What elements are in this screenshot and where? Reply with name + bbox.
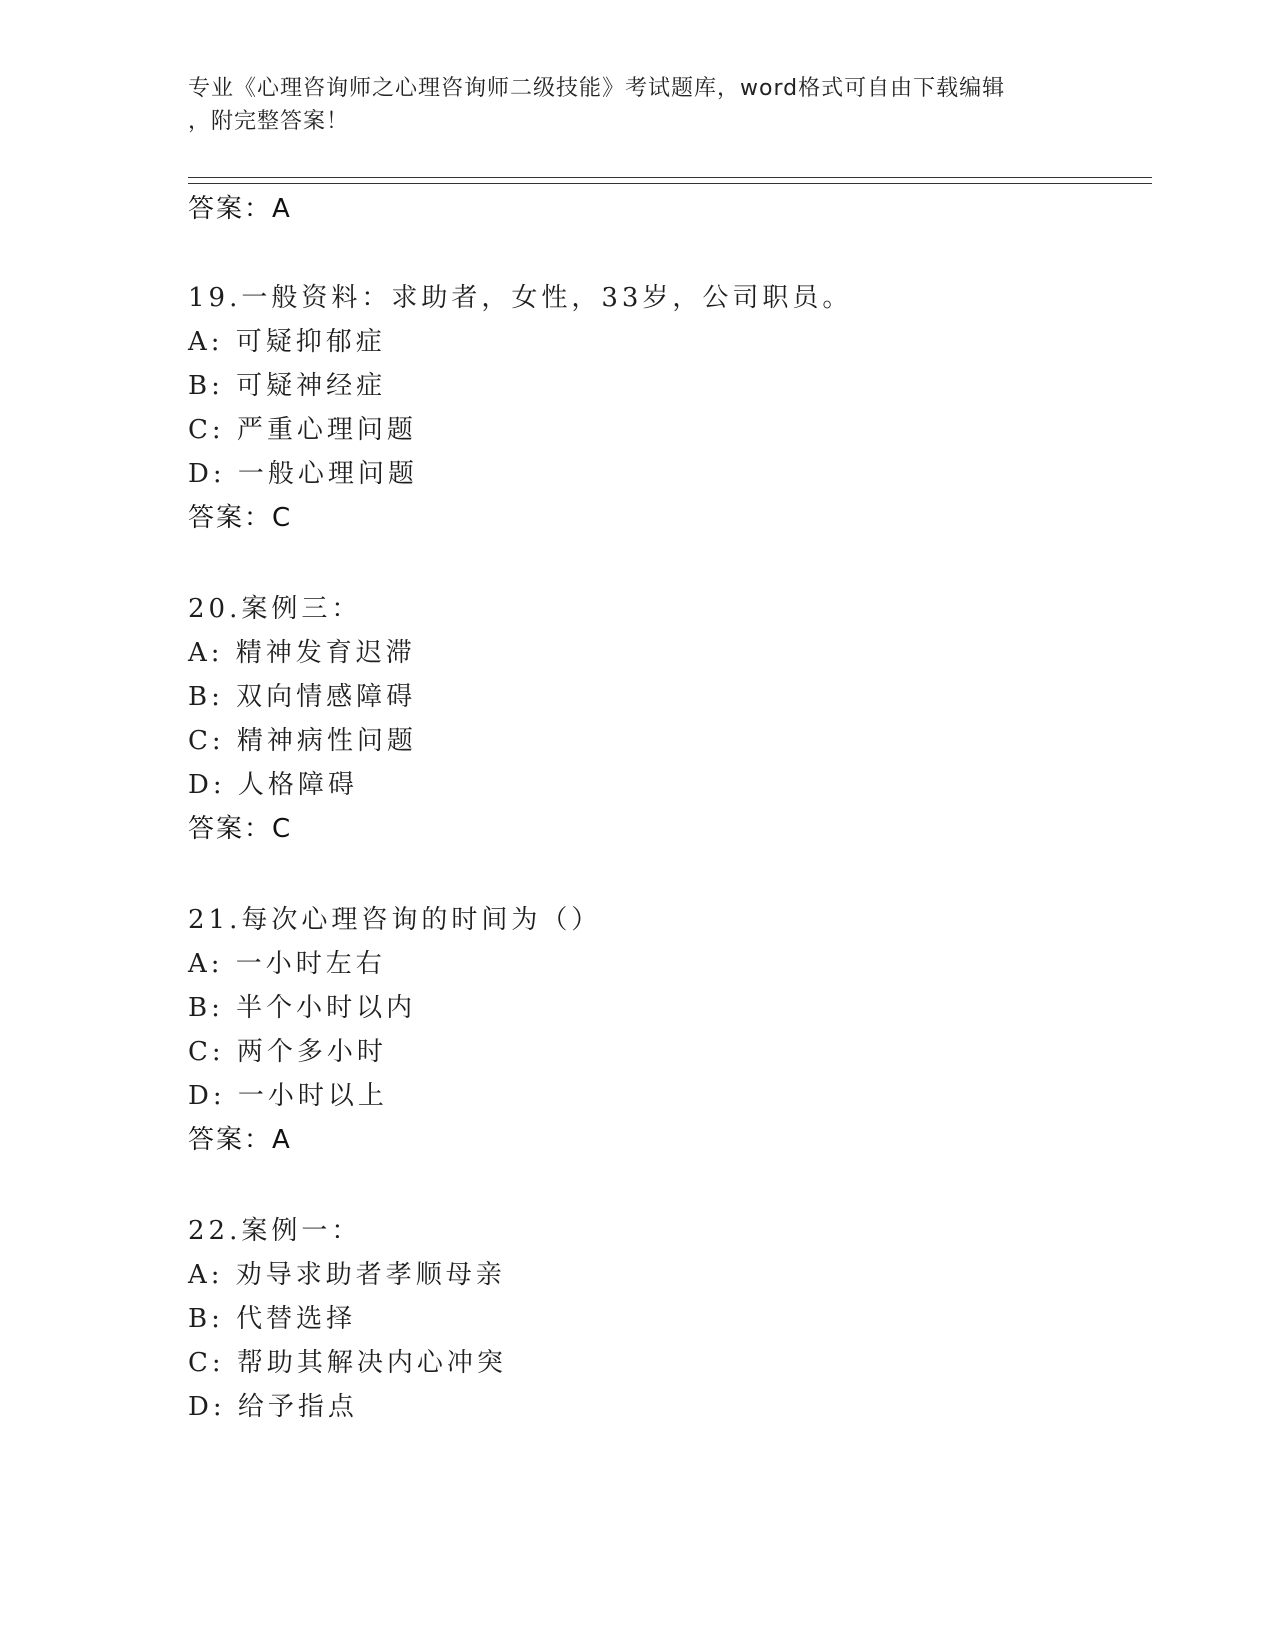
question-22-option-d: D: 给予指点	[188, 1392, 358, 1422]
question-21-option-d: D: 一小时以上	[188, 1081, 388, 1111]
document-header	[188, 72, 1088, 138]
question-20-answer: 答案：C	[188, 814, 293, 844]
question-21-option-a: A: 一小时左右	[188, 949, 386, 979]
header-divider-bottom	[188, 183, 1152, 184]
question-21-stem: 21.每次心理咨询的时间为（）	[188, 905, 602, 935]
question-20-stem: 20.案例三：	[188, 594, 362, 624]
question-19-stem: 19.一般资料：求助者，女性，33岁，公司职员。	[188, 283, 853, 313]
question-21-answer: 答案：A	[188, 1125, 292, 1155]
header-line-1: 专业《心理咨询师之心理咨询师二级技能》考试题库，word格式可自由下载编辑	[188, 76, 1006, 101]
question-19-option-a: A: 可疑抑郁症	[188, 327, 386, 357]
question-22-stem: 22.案例一：	[188, 1216, 362, 1246]
question-20-option-b: B: 双向情感障碍	[188, 682, 417, 712]
question-21-option-b: B: 半个小时以内	[188, 993, 417, 1023]
question-22-option-a: A: 劝导求助者孝顺母亲	[188, 1260, 506, 1290]
question-20-option-c: C: 精神病性问题	[188, 726, 417, 756]
question-19-answer: 答案：C	[188, 503, 293, 533]
question-22-option-b: B: 代替选择	[188, 1304, 357, 1334]
header-divider-top	[188, 177, 1152, 178]
question-19-option-c: C: 严重心理问题	[188, 415, 417, 445]
question-20-option-d: D: 人格障碍	[188, 770, 358, 800]
question-20-option-a: A: 精神发育迟滞	[188, 638, 416, 668]
question-19-option-b: B: 可疑神经症	[188, 371, 387, 401]
answer-previous: 答案：A	[188, 194, 292, 224]
question-21-option-c: C: 两个多小时	[188, 1037, 387, 1067]
header-line-2: ，附完整答案！	[188, 109, 350, 134]
question-19-option-d: D: 一般心理问题	[188, 459, 418, 489]
question-22-option-c: C: 帮助其解决内心冲突	[188, 1348, 507, 1378]
